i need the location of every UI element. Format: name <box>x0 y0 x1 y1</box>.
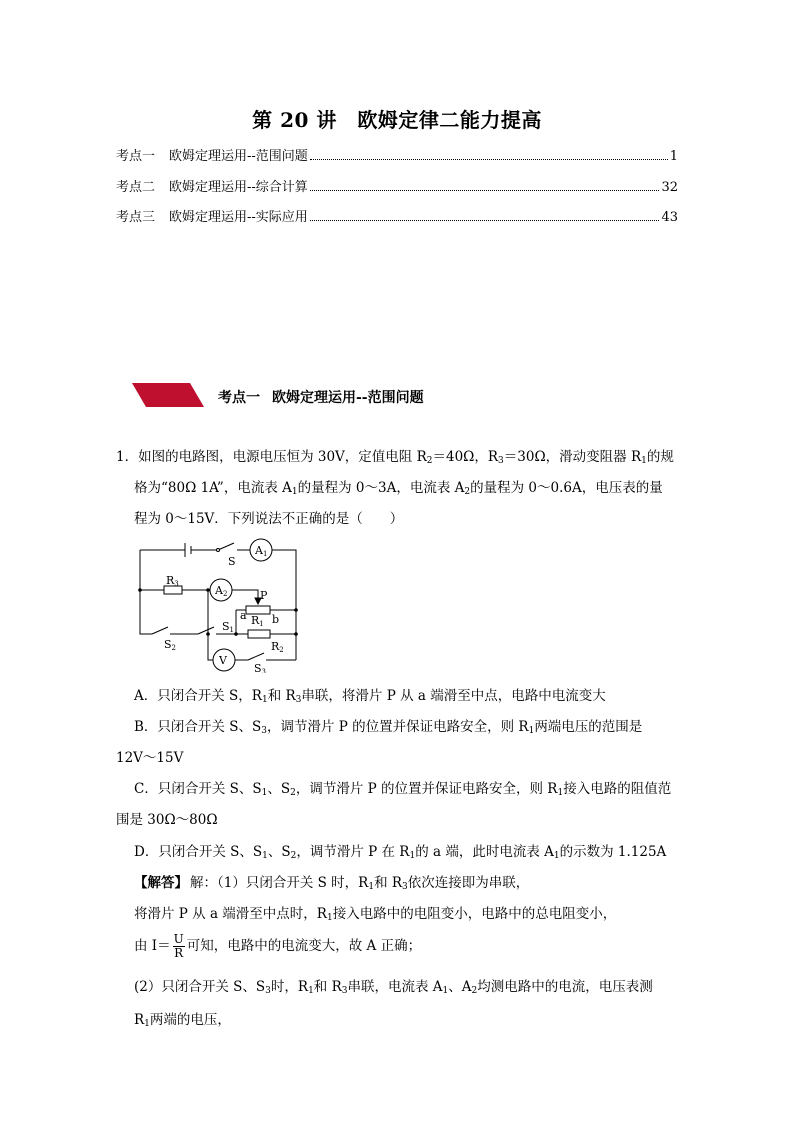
option-c: C．只闭合开关 S、$S_1$、$S_2$，调节滑片 P 的位置并保证电路安全，则 $R_1$接入电路的阻值范 <box>134 781 672 798</box>
toc-text: 欧姆定理运用--实际应用 <box>169 210 308 225</box>
resistor-r2-label: R2 <box>271 640 284 654</box>
option-b: B．只闭合开关 S、$S_3$，调节滑片 P 的位置并保证电路安全，则 $R_1$两端电压的范围是 <box>134 719 643 736</box>
toc-item-2[interactable] <box>116 177 678 195</box>
section-text: 欧姆定理运用--范围问题 <box>272 390 424 406</box>
ammeter-a1-label: A1 <box>255 544 268 558</box>
option-b-cont: 12V～15V <box>116 750 184 766</box>
solution-line: 将滑片 P 从 a 端滑至中点时，$R_1$接入电路中的电阻变小，电路中的总电阻变小， <box>134 906 617 923</box>
slider-p-label: P <box>260 589 268 602</box>
circuit-diagram <box>130 538 310 673</box>
toc-page: 43 <box>661 210 678 225</box>
solution-tag: 【解答】 <box>134 875 188 891</box>
toc-label: 考点三 <box>116 210 156 225</box>
question-stem-line: 程为 0～15V．下列说法不正确的是（ ） <box>134 511 404 527</box>
resistor-r3-label: R3 <box>166 574 179 588</box>
ohm-formula-fraction: $\frac{U}{R}$ <box>173 932 184 960</box>
ammeter-a2-label: A2 <box>215 584 228 598</box>
option-d: D．只闭合开关 S、$S_1$、$S_2$，调节滑片 P 在 $R_1$的 a 端，此时电流表 $A_1$的示数为 1.125A <box>134 844 667 861</box>
section-heading <box>218 387 424 407</box>
switch-s3-label: S3 <box>254 662 267 673</box>
toc-leader <box>310 190 660 191</box>
solution-line: $R_1$两端的电压， <box>134 1012 231 1029</box>
toc-page: 1 <box>669 149 678 164</box>
switch-s1-label: S1 <box>222 620 235 634</box>
terminal-b-label: b <box>272 613 280 626</box>
option-a: A．只闭合开关 S，$R_1$和 $R_3$串联，将滑片 P 从 a 端滑至中点，电路中电流变大 <box>134 688 606 705</box>
formula-suffix: 可知，电路中的电流变大，故 A 正确； <box>186 938 422 954</box>
toc-text: 欧姆定理运用--范围问题 <box>169 149 308 164</box>
toc-page: 32 <box>661 180 678 195</box>
toc-item-3[interactable] <box>116 207 678 225</box>
rheostat-r1-label: R1 <box>251 614 264 628</box>
option-c-cont: 围是 30Ω～80Ω <box>116 812 218 828</box>
formula-prefix: 由 I＝ <box>134 938 171 954</box>
toc-leader <box>310 159 668 160</box>
formula-line <box>134 933 421 960</box>
question-stem-line: 1．如图的电路图，电源电压恒为 30V，定值电阻 $R_2=40\Omega$，$R_3=30\Omega$，滑动变阻器 $R_1$的规 <box>116 449 674 466</box>
switch-s2-label: S2 <box>164 638 177 652</box>
toc-text: 欧姆定理运用--综合计算 <box>169 180 308 195</box>
section-label: 考点一 <box>218 390 260 406</box>
question-stem-line: 格为“80Ω 1A”，电流表 $A_1$的量程为 0～3A，电流表 $A_2$的量程为 0～0.6A，电压表的量 <box>134 480 663 497</box>
solution-line: 解：（1）只闭合开关 S 时，$R_1$和 $R_3$依次连接即为串联， <box>190 875 530 892</box>
toc-label: 考点一 <box>116 149 156 164</box>
page-title: 第 20 讲 欧姆定律二能力提高 <box>252 108 542 132</box>
terminal-a-label: a <box>240 609 247 622</box>
voltmeter-label: V <box>219 654 227 667</box>
toc-label: 考点二 <box>116 180 156 195</box>
section-banner <box>132 383 204 407</box>
toc-item-1[interactable] <box>116 146 678 164</box>
switch-s-label: S <box>228 555 236 568</box>
solution-line: (2）只闭合开关 S、$S_3$时，$R_1$和 $R_3$串联，电流表 $A_1$、$A_2$均测电路中的电流，电压表测 <box>134 979 653 996</box>
toc-leader <box>310 220 660 221</box>
